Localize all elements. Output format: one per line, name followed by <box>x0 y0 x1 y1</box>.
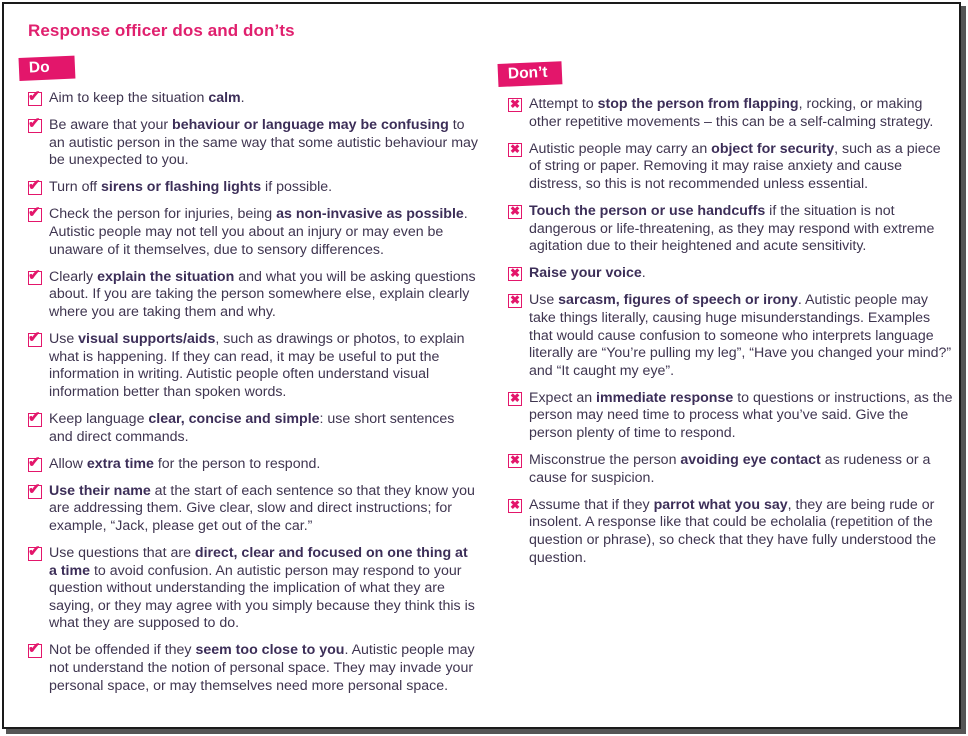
body-text: Check the person for injuries, being <box>49 206 277 223</box>
emphasis-text: as non-invasive as possible <box>276 206 464 223</box>
check-icon: ✔ <box>28 329 41 347</box>
emphasis-text: extra time <box>86 455 154 472</box>
dont-item-text <box>529 265 646 283</box>
do-list <box>28 90 478 705</box>
dont-item-text <box>529 497 954 567</box>
body-text: for the person to respond. <box>153 455 321 472</box>
do-item <box>28 90 478 108</box>
do-item-text <box>49 411 478 446</box>
do-item <box>28 542 478 633</box>
body-text: Allow <box>49 455 87 472</box>
emphasis-text: immediate response <box>596 389 734 406</box>
emphasis-text: clear, concise and simple <box>148 410 320 427</box>
body-text: : use short sentences and direct commands. <box>49 410 455 445</box>
do-item-text <box>49 117 478 170</box>
dont-item-text <box>529 292 954 380</box>
do-item <box>28 453 478 474</box>
emphasis-text: Use their name <box>49 482 151 499</box>
emphasis-text: calm <box>208 90 241 106</box>
dont-item <box>508 96 954 131</box>
emphasis-text: Touch the person or use handcuffs <box>529 202 766 219</box>
dont-item-text <box>529 390 954 443</box>
do-item-text <box>49 269 478 322</box>
do-item <box>28 408 478 446</box>
do-item <box>28 117 478 170</box>
body-text: Assume that if they <box>529 496 654 513</box>
dont-item-text <box>529 96 954 131</box>
check-icon: ✔ <box>28 640 41 658</box>
check-icon: ✔ <box>28 266 41 284</box>
page-shadow-bottom <box>6 729 966 734</box>
do-item <box>28 480 478 536</box>
dont-label: Don’t <box>497 61 562 87</box>
dont-item <box>508 452 954 487</box>
emphasis-text: Raise your voice <box>529 265 642 282</box>
body-text: at the start of each sentence so that they know you are addressing them. Give clear, slow and direct instructions; for example, “Jack, please get out of the car.” <box>49 482 475 534</box>
body-text: as rudeness or a cause for suspicion. <box>529 452 931 486</box>
body-text: Be aware that your <box>49 117 173 134</box>
body-text: . Autistic people may not tell you about an injury or may even be unaware of it themselves, due to sensory differences. <box>49 206 468 258</box>
emphasis-text: sirens or flashing lights <box>101 179 262 196</box>
do-item-text <box>49 206 478 259</box>
body-text: . <box>641 265 646 282</box>
body-text: . Autistic people may take things literally, causing huge misunderstandings. Examples that would cause confusion to someone who interprets language literally are “You’re pulling my leg”, “Have you changed your mind?” and “It caught my eye”. <box>529 292 952 379</box>
body-text: if the situation is not dangerous or life-threatening, as they may respond with extreme agitation due to their heightened and acute sensitivity. <box>529 202 935 255</box>
emphasis-text: sarcasm, figures of speech or irony <box>558 292 798 309</box>
body-text: Use <box>49 331 79 348</box>
emphasis-text: explain the situation <box>97 268 235 285</box>
do-item-text <box>49 483 478 536</box>
emphasis-text: avoiding eye contact <box>680 452 821 469</box>
body-text: Autistic people may carry an <box>529 140 712 157</box>
body-text: Keep language <box>49 410 149 427</box>
check-icon: ✔ <box>28 177 41 195</box>
body-text: Expect an <box>529 389 597 406</box>
body-text: , rocking, or making other repetitive movements – this can be a self-calming strategy. <box>529 96 934 130</box>
check-icon: ✔ <box>28 453 41 471</box>
dont-item <box>508 497 954 567</box>
body-text: Misconstrue the person <box>529 452 681 469</box>
check-icon: ✔ <box>28 542 41 560</box>
emphasis-text: direct, clear and focused on one thing at a time <box>49 544 468 579</box>
do-item-text <box>49 179 332 197</box>
check-icon: ✔ <box>28 115 41 133</box>
emphasis-text: parrot what you say <box>653 496 788 513</box>
check-icon: ✔ <box>28 408 41 426</box>
emphasis-text: visual supports/aids <box>78 331 216 348</box>
page-shadow-right <box>961 6 966 733</box>
body-text: . <box>240 90 245 106</box>
body-text: Use questions that are <box>49 544 195 561</box>
do-item <box>28 206 478 259</box>
body-text: to avoid confusion. An autistic person may respond to your question without understanding the implication of what they are saying, or they may agree with you simply because they think this is what they are supposed to do. <box>49 562 475 632</box>
dont-item-text <box>529 203 954 256</box>
cross-icon: ✖ <box>510 453 521 468</box>
do-item-text <box>49 90 245 108</box>
dont-item <box>508 203 954 256</box>
body-text: , they are being rude or insolent. A response like that could be echolalia (repetition of the question or phrase), so check that they have fully understood the question. <box>529 496 936 566</box>
emphasis-text: seem too close to you <box>195 642 345 659</box>
do-item <box>28 179 478 197</box>
dont-item <box>508 265 954 283</box>
do-item-text <box>49 456 320 474</box>
dont-item <box>508 141 954 194</box>
dont-item-text <box>529 452 954 487</box>
dont-item <box>508 292 954 380</box>
dont-list <box>508 96 954 577</box>
do-item-text <box>49 642 478 695</box>
do-item <box>28 642 478 695</box>
do-item <box>28 331 478 401</box>
check-icon: ✔ <box>28 480 41 498</box>
cross-icon: ✖ <box>510 203 521 218</box>
cross-icon: ✖ <box>510 266 521 281</box>
body-text: Turn off <box>49 179 102 196</box>
check-icon: ✔ <box>28 204 41 222</box>
emphasis-text: behaviour or language may be confusing <box>172 117 449 134</box>
dont-item-text <box>529 141 954 194</box>
body-text: Not be offended if they <box>49 642 196 659</box>
body-text: to questions or instructions, as the person may need time to process what you’ve said. Give the person plenty of time to respond. <box>529 389 953 441</box>
emphasis-text: object for security <box>711 140 835 157</box>
body-text: , such as drawings or photos, to explain what is happening. If they can read, it may be useful to put the information in writing. Autistic people often understand visual information better than spoken words. <box>49 331 465 400</box>
body-text: if possible. <box>261 179 333 196</box>
body-text: and what you will be asking questions about. If you are taking the person somewhere else, explain clearly where you are taking them and why. <box>49 268 476 320</box>
cross-icon: ✖ <box>510 97 521 111</box>
body-text: Clearly <box>49 268 98 285</box>
cross-icon: ✖ <box>510 141 521 156</box>
cross-icon: ✖ <box>510 497 521 512</box>
cross-icon: ✖ <box>510 390 521 405</box>
do-item-text <box>49 545 478 633</box>
body-text: Use <box>529 292 559 309</box>
body-text: Aim to keep the situation <box>49 90 209 106</box>
body-text: , such as a piece of string or paper. Removing it may raise anxiety and cause distress, so this is not recommended unless essential. <box>529 140 941 192</box>
page-title: Response officer dos and don’ts <box>28 21 295 40</box>
cross-icon: ✖ <box>510 293 521 308</box>
do-item <box>28 266 478 322</box>
do-item-text <box>49 331 478 401</box>
do-label: Do <box>18 56 75 81</box>
body-text: . Autistic people may not understand the notion of personal space. They may invade your personal space, or may themselves need more personal space. <box>49 642 475 694</box>
check-icon: ✔ <box>28 88 41 105</box>
body-text: to an autistic person in the same way that some autistic behaviour may be unexpected to you. <box>49 117 478 169</box>
body-text: Attempt to <box>529 96 598 112</box>
dont-item <box>508 390 954 443</box>
emphasis-text: stop the person from flapping <box>597 96 799 112</box>
